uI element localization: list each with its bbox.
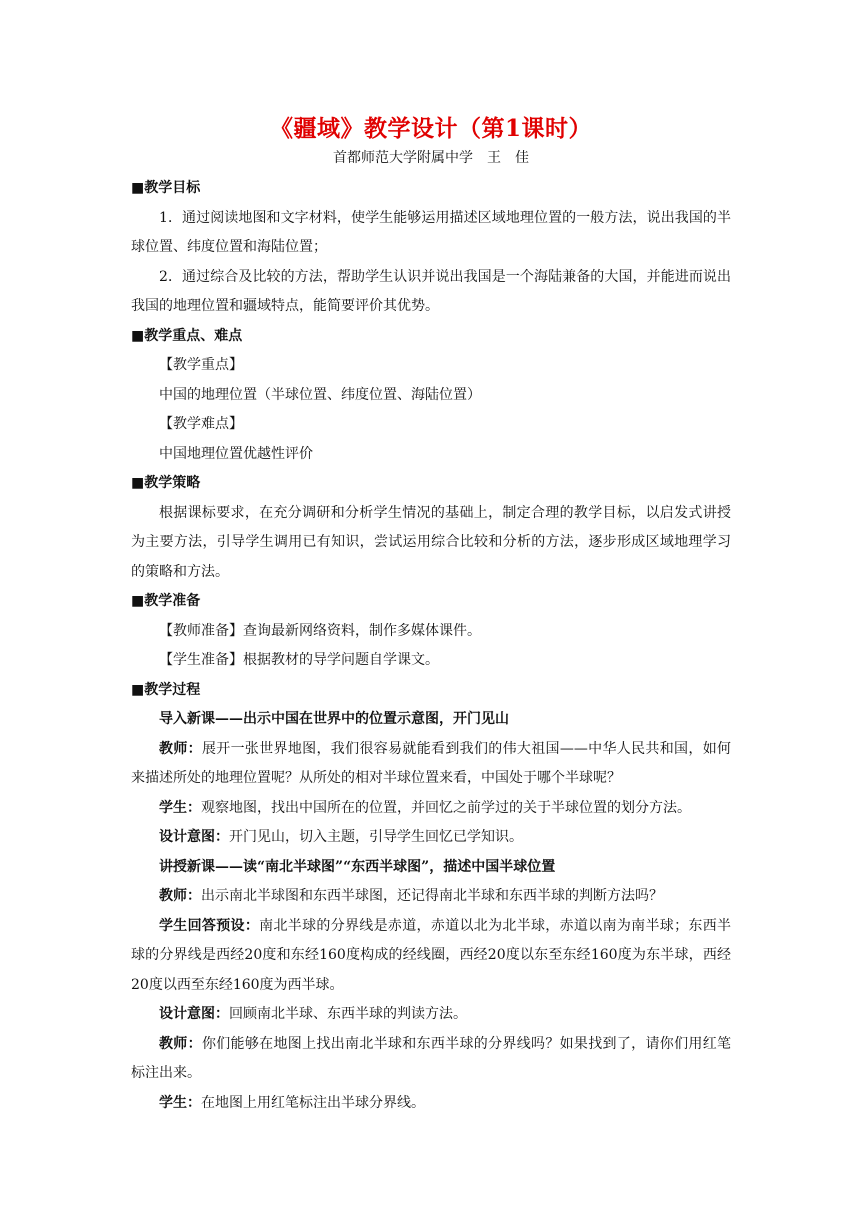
student-preparation-text: 根据教材的导学问题自学课文。 bbox=[243, 652, 439, 668]
lecture-student bbox=[131, 1089, 731, 1119]
goal-item: 1．通过阅读地图和文字材料，使学生能够运用描述区域地理位置的一般方法，说出我国的半球位置、纬度位置和海陆位置； bbox=[131, 209, 731, 255]
teacher-label: 教师： bbox=[159, 1035, 202, 1052]
preparation-heading: ■教学准备 bbox=[131, 593, 201, 609]
answer-label: 学生回答预设： bbox=[159, 917, 260, 934]
lecture-answer bbox=[131, 912, 731, 1001]
teacher-label: 教师： bbox=[159, 888, 201, 904]
intro-student-text: 观察地图，找出中国所在的位置，并回忆之前学过的关于半球位置的划分方法。 bbox=[201, 799, 691, 816]
lecture-title: 讲授新课——读“南北半球图”“东西半球图”，描述中国半球位置 bbox=[159, 858, 556, 875]
strategy-text: 根据课标要求，在充分调研和分析学生情况的基础上，制定合理的教学目标，以启发式讲授为主要方法，引导学生调用已有知识，尝试运用综合比较和分析的方法，逐步形成区域地理学习的策略和方法。 bbox=[131, 504, 731, 580]
focus-text: 中国的地理位置（半球位置、纬度位置、海陆位置） bbox=[159, 386, 481, 403]
goals-heading: ■教学目标 bbox=[131, 180, 201, 196]
teacher-label: 教师： bbox=[159, 740, 202, 757]
difficulty-label: 【教学难点】 bbox=[159, 416, 243, 432]
intro-student bbox=[131, 794, 731, 824]
teacher-preparation bbox=[131, 617, 731, 647]
lecture-teacher-1-text: 出示南北半球图和东西半球图，还记得南北半球和东西半球的判断方法吗？ bbox=[201, 888, 663, 904]
intro-title: 导入新课——出示中国在世界中的位置示意图，开门见山 bbox=[159, 711, 509, 727]
lecture-teacher-1 bbox=[131, 882, 731, 912]
goal-item: 2．通过综合及比较的方法，帮助学生认识并说出我国是一个海陆兼备的大国，并能进而说出我国的地理位置和疆域特点，能简要评价其优势。 bbox=[131, 268, 731, 314]
difficulty-text: 中国地理位置优越性评价 bbox=[159, 445, 313, 462]
student-label: 学生： bbox=[159, 799, 201, 816]
intro-teacher-text: 展开一张世界地图，我们很容易就能看到我们的伟大祖国——中华人民共和国，如何来描述所处的地理位置呢？从所处的相对半球位置来看，中国处于哪个半球呢？ bbox=[131, 740, 732, 786]
document-title: 《疆域》教学设计（第1课时） bbox=[269, 115, 592, 142]
strategy-heading: ■教学策略 bbox=[131, 475, 201, 491]
lecture-intent bbox=[131, 1000, 731, 1030]
intent-label: 设计意图： bbox=[159, 1006, 229, 1022]
lecture-teacher-2-text: 你们能够在地图上找出南北半球和东西半球的分界线吗？如果找到了，请你们用红笔标注出来。 bbox=[131, 1035, 732, 1081]
intro-teacher bbox=[131, 735, 731, 794]
focus-label: 【教学重点】 bbox=[159, 357, 243, 373]
lecture-teacher-2 bbox=[131, 1030, 731, 1089]
lecture-student-text: 在地图上用红笔标注出半球分界线。 bbox=[201, 1094, 425, 1111]
student-preparation bbox=[131, 646, 731, 676]
document-page bbox=[131, 112, 731, 1118]
student-preparation-label: 【学生准备】 bbox=[159, 652, 243, 668]
teacher-preparation-label: 【教师准备】 bbox=[159, 622, 243, 639]
teacher-preparation-text: 查询最新网络资料，制作多媒体课件。 bbox=[243, 622, 481, 639]
lecture-intent-text: 回顾南北半球、东西半球的判读方法。 bbox=[229, 1006, 467, 1022]
lecture-answer-text: 南北半球的分界线是赤道，赤道以北为北半球，赤道以南为南半球；东西半球的分界线是西经20度和东经160度构成的经线圈，西经20度以东至东经160度为东半球，西经20度以西至东经160度为西半球。 bbox=[131, 917, 732, 993]
student-label: 学生： bbox=[159, 1094, 201, 1111]
process-heading: ■教学过程 bbox=[131, 681, 201, 698]
keypoints-heading: ■教学重点、难点 bbox=[131, 327, 243, 344]
intro-intent-text: 开门见山，切入主题，引导学生回忆已学知识。 bbox=[229, 829, 523, 845]
intro-intent bbox=[131, 823, 731, 853]
intent-label: 设计意图： bbox=[159, 829, 229, 845]
author-line: 首都师范大学附属中学 王 佳 bbox=[333, 150, 529, 166]
